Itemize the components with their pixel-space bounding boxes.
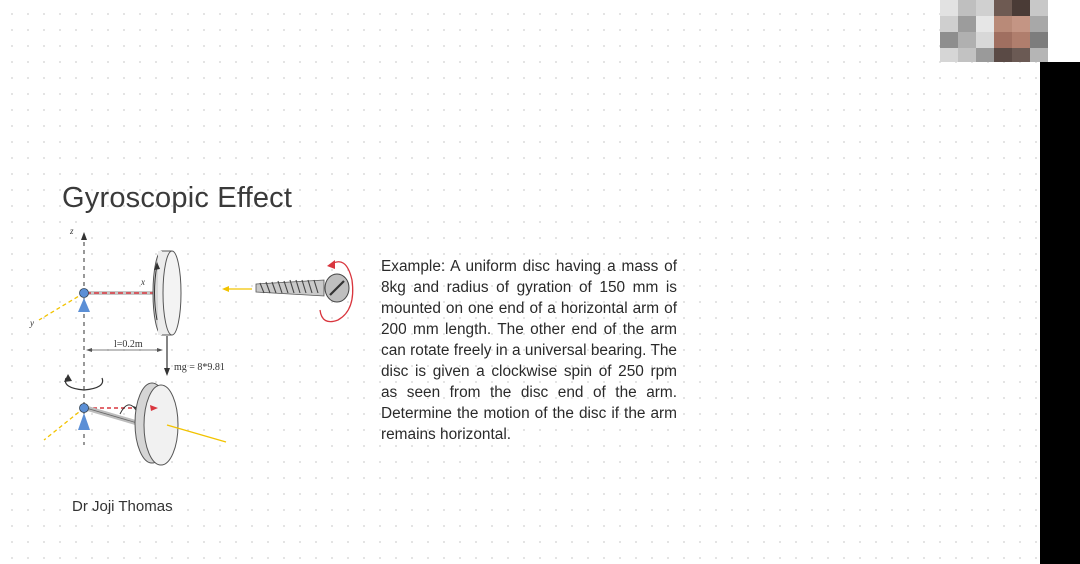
pivot-support-bottom bbox=[78, 413, 90, 430]
length-arrow-left bbox=[86, 348, 92, 352]
yellow-arrowhead bbox=[222, 286, 229, 292]
right-side-bar bbox=[1040, 62, 1080, 564]
slide-title: Gyroscopic Effect bbox=[62, 182, 293, 214]
disc-bottom-face bbox=[144, 385, 178, 465]
rotation-arrowhead bbox=[327, 260, 335, 269]
weight-label: mg = 8*9.81 bbox=[174, 362, 225, 373]
y-axis-label: y bbox=[30, 318, 34, 328]
problem-statement: Example: A uniform disc having a mass of 8kg and radius of gyration of 150 mm is mounted on one end of a horizontal arm of 200 mm length. The other end of the arm can rotate freely in a universal bearing. The disc is given a clockwise spin of 250 rpm as seen from the disc end of the arm. Determine the motion of the disc if the arm remains horizontal. bbox=[381, 258, 677, 443]
y-axis-bottom bbox=[44, 408, 84, 440]
pivot-ball-top bbox=[80, 289, 89, 298]
length-arrow-right bbox=[157, 348, 163, 352]
pivot-support-top bbox=[78, 298, 90, 312]
precession-arrowhead bbox=[64, 374, 72, 382]
disc-top-face bbox=[163, 251, 181, 335]
length-label: l=0.2m bbox=[114, 339, 143, 350]
z-axis-label: z bbox=[70, 226, 74, 236]
weight-arrowhead bbox=[164, 368, 170, 376]
y-axis-line bbox=[39, 293, 84, 320]
x-axis-label: x bbox=[141, 277, 145, 287]
screw-icon bbox=[256, 274, 349, 302]
z-axis-arrowhead bbox=[81, 232, 87, 240]
gyroscope-diagram bbox=[24, 220, 374, 480]
webcam-thumbnail bbox=[940, 0, 1048, 62]
pivot-ball-bottom bbox=[80, 404, 89, 413]
author-name: Dr Joji Thomas bbox=[72, 498, 173, 515]
